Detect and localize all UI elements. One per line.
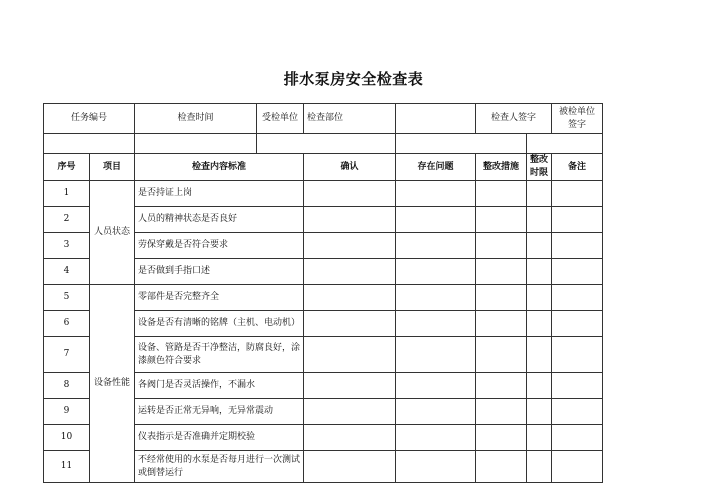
row-content: 运转是否正常无异响，无异常震动 <box>135 399 304 425</box>
row-content: 设备、管路是否干净整洁，防腐良好，涂漆颜色符合要求 <box>135 337 304 373</box>
row-seq: 6 <box>44 311 90 337</box>
col-deadline: 整改时限 <box>527 154 552 181</box>
col-item: 项目 <box>90 154 135 181</box>
page-title: 排水泵房安全检查表 <box>283 70 424 88</box>
row-seq: 11 <box>44 451 90 483</box>
row-content: 不经常使用的水泵是否每月进行一次测试或倒替运行 <box>135 451 304 483</box>
table-row <box>44 181 603 207</box>
col-content: 检查内容标准 <box>135 154 304 181</box>
inspected-unit-label: 受检单位 <box>257 104 304 134</box>
col-seq: 序号 <box>44 154 90 181</box>
col-issues: 存在问题 <box>396 154 476 181</box>
task-no-label: 任务编号 <box>44 104 135 134</box>
col-measures: 整改措施 <box>476 154 527 181</box>
row-content: 人员的精神状态是否良好 <box>135 207 304 233</box>
task-no-value[interactable] <box>44 134 135 154</box>
row-content: 是否做到手指口述 <box>135 259 304 285</box>
inspected-unit-value[interactable] <box>257 134 396 154</box>
table-row <box>44 285 603 311</box>
sign-value[interactable] <box>527 134 603 154</box>
group-name: 设备性能 <box>90 285 135 483</box>
row-seq: 9 <box>44 399 90 425</box>
check-time-label: 检查时间 <box>135 104 257 134</box>
col-remark: 备注 <box>552 154 603 181</box>
group-name: 人员状态 <box>90 181 135 285</box>
row-seq: 7 <box>44 337 90 373</box>
row-content: 各阀门是否灵活操作，不漏水 <box>135 373 304 399</box>
inspected-sign-label: 被检单位签字 <box>552 104 603 134</box>
inspection-table <box>43 103 603 483</box>
row-content: 零部件是否完整齐全 <box>135 285 304 311</box>
check-location-label: 检查部位 <box>304 104 396 134</box>
row-content: 仪表指示是否准确并定期校验 <box>135 425 304 451</box>
row-seq: 5 <box>44 285 90 311</box>
row-content: 劳保穿戴是否符合要求 <box>135 233 304 259</box>
row-content: 是否持证上岗 <box>135 181 304 207</box>
row-content: 设备是否有清晰的铭牌（主机、电动机） <box>135 311 304 337</box>
row-seq: 2 <box>44 207 90 233</box>
row-seq: 8 <box>44 373 90 399</box>
inspector-sign-label: 检查人签字 <box>476 104 552 134</box>
check-time-value[interactable] <box>135 134 257 154</box>
row-seq: 4 <box>44 259 90 285</box>
row-seq: 3 <box>44 233 90 259</box>
col-confirm: 确认 <box>304 154 396 181</box>
row-seq: 10 <box>44 425 90 451</box>
check-location-value[interactable] <box>396 134 527 154</box>
row-seq: 1 <box>44 181 90 207</box>
